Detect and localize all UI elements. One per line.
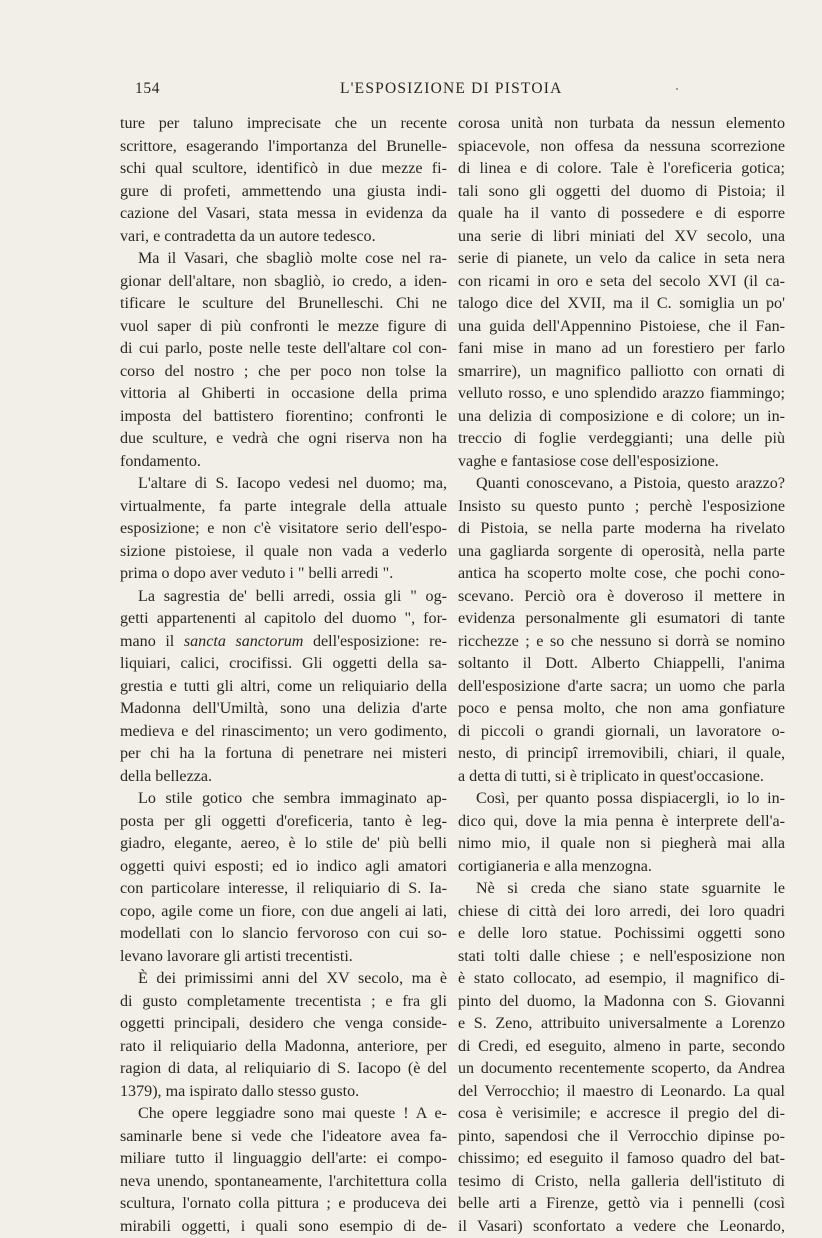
text-line: con particolare interesse, il reliquiario di S. Ia-: [120, 878, 447, 901]
text-line: a detta di tutti, si è triplicato in quest'occasione.: [458, 766, 785, 789]
page-header: [135, 80, 790, 102]
text-line: belle arti a Firenze, gettò via i pennelli (così: [458, 1193, 785, 1216]
text-line: di gusto completamente trecentista ; e fra gli: [120, 991, 447, 1014]
text-line: ricchezze ; e so che nessuno si dorrà se nomino: [458, 631, 785, 654]
text-line: modellati con lo slancio fervoroso con cui so-: [120, 923, 447, 946]
text-line: è stato collocato, ad esempio, il magnifico di-: [458, 968, 785, 991]
text-line: cazione del Vasari, stata messa in evidenza da: [120, 203, 447, 226]
text-line: una gagliarda sorgente di operosità, nella parte: [458, 541, 785, 564]
text-line: di Credi, ed eseguito, almeno in parte, secondo: [458, 1036, 785, 1059]
text-line: dico qui, dove la mia penna è interprete dell'a-: [458, 811, 785, 834]
text-line: e delle loro statue. Pochissimi oggetti sono: [458, 923, 785, 946]
text-line: una delizia di composizione e di colore; un in-: [458, 406, 785, 429]
text-line: talogo dice del XVII, ma il C. somiglia un po': [458, 293, 785, 316]
text-line: copo, agile come un fiore, con due angeli ai lati,: [120, 901, 447, 924]
text-line: di cui parlo, poste nelle teste dell'altare col con-: [120, 338, 447, 361]
text-line: pinto del duomo, la Madonna con S. Giovanni: [458, 991, 785, 1014]
italic-phrase: sancta sanctorum: [184, 633, 304, 650]
text-line: del Verrocchio; il maestro di Leonardo. La qual: [458, 1081, 785, 1104]
text-line: scultura, l'ornato colla pittura ; e produceva dei: [120, 1193, 447, 1216]
text-line: neva unendo, spontaneamente, l'architettura colla: [120, 1171, 447, 1194]
text-line: per chi ha la fortuna di penetrare nei misteri: [120, 743, 447, 766]
text-line: con ricami in oro e seta del secolo XVI (il ca-: [458, 271, 785, 294]
text-line: corosa unità non turbata da nessun elemento: [458, 113, 785, 136]
text-line: vuol saper di più confronti le mezze figure di: [120, 316, 447, 339]
text-line: fondamento.: [120, 451, 447, 474]
text-line: tesimo di Cristo, nella galleria dell'istituto di: [458, 1171, 785, 1194]
print-speck: [676, 88, 678, 90]
text-line: La sagrestia de' belli arredi, ossia gli " og-: [120, 586, 447, 609]
text-line: L'altare di S. Iacopo vedesi nel duomo; ma,: [120, 473, 447, 496]
text-line: una serie di libri miniati del XV secolo, una: [458, 226, 785, 249]
text-line: treccio di foglie verdeggianti; una delle più: [458, 428, 785, 451]
running-title: L'ESPOSIZIONE DI PISTOIA: [340, 80, 562, 98]
text-line: fani mise in mano ad un forestiero per farlo: [458, 338, 785, 361]
text-line: tali sono gli oggetti del duomo di Pistoia; il: [458, 181, 785, 204]
text-line: vaghe e fantasiose cose dell'esposizione.: [458, 451, 785, 474]
text-line: medieva e del rinascimento; un vero godimento,: [120, 721, 447, 744]
text-line: di Pistoia, se nella parte moderna ha rivelato: [458, 518, 785, 541]
text-line: posta per gli oggetti d'oreficeria, tanto è leg-: [120, 811, 447, 834]
text-line: gionar dell'altare, non sbagliò, io credo, a iden-: [120, 271, 447, 294]
text-line: tificare le sculture del Brunelleschi. Chi ne: [120, 293, 447, 316]
text-line: virtualmente, fa parte integrale della attuale: [120, 496, 447, 519]
text-line: rato il reliquiario della Madonna, anteriore, per: [120, 1036, 447, 1059]
text-line: dell'esposizione d'arte sacra; un uomo che parla: [458, 676, 785, 699]
text-line: Lo stile gotico che sembra immaginato ap-: [120, 788, 447, 811]
text-line: levano lavorare gli artisti trecentisti.: [120, 946, 447, 969]
text-line: saminarle bene si vede che l'ideatore avea fa-: [120, 1126, 447, 1149]
text-line: Che opere leggiadre sono mai queste ! A e-: [120, 1103, 447, 1126]
text-line: soltanto il Dott. Alberto Chiappelli, l'anima: [458, 653, 785, 676]
text-line: serie di pianete, un velo da calice in seta nera: [458, 248, 785, 271]
text-line: velluto rosso, e uno splendido arazzo fiammingo;: [458, 383, 785, 406]
text-line: scevano. Perciò ora è doveroso il mettere in: [458, 586, 785, 609]
text-line: vittoria al Ghiberti in occasione della prima: [120, 383, 447, 406]
text-line: Così, per quanto possa dispiacergli, io lo in-: [458, 788, 785, 811]
text-line: mano il sancta sanctorum dell'esposizione: re-: [120, 631, 447, 654]
text-line: antica ha scoperto molte cose, che pochi cono-: [458, 563, 785, 586]
text-line: getti appartenenti al capitolo del duomo ", for-: [120, 608, 447, 631]
text-column-right: [458, 113, 785, 1238]
text-line: quale ha il vanto di possedere e di esporre: [458, 203, 785, 226]
text-line: Quanti conoscevano, a Pistoia, questo arazzo?: [458, 473, 785, 496]
text-line: poco e pensa molto, che non ama gonfiature: [458, 698, 785, 721]
text-line: schi qual scultore, identificò in due mezze fi-: [120, 158, 447, 181]
text-line: oggetti quivi esposti; ed io indico agli amatori: [120, 856, 447, 879]
text-line: un documento recentemente scoperto, da Andrea: [458, 1058, 785, 1081]
text-line: evidenza personalmente gli esumatori di tante: [458, 608, 785, 631]
text-line: giadro, elegante, aereo, è lo stile de' più belli: [120, 833, 447, 856]
text-line: scrittore, esagerando l'importanza del Brunelle-: [120, 136, 447, 159]
text-column-left: [120, 113, 447, 1238]
text-line: mirabili oggetti, i quali sono esempio di de-: [120, 1216, 447, 1238]
text-line: il Vasari) sconfortato a vedere che Leonardo,: [458, 1216, 785, 1238]
text-line: di piccoli o grandi giornali, un lavoratore o-: [458, 721, 785, 744]
text-line: spiacevole, non offesa da nessuna scorrezione: [458, 136, 785, 159]
text-line: della bellezza.: [120, 766, 447, 789]
text-line: esposizione; e non c'è visitatore serio dell'espo-: [120, 518, 447, 541]
text-line: chissimo; ed eseguito il famoso quadro del bat-: [458, 1148, 785, 1171]
text-line: due sculture, e vedrà che ogni riserva non ha: [120, 428, 447, 451]
text-line: Insisto su questo punto ; perchè l'esposizione: [458, 496, 785, 519]
text-line: smarrire), un magnifico palliotto con ornati di: [458, 361, 785, 384]
text-line: cosa è verisimile; e accresce il pregio del di-: [458, 1103, 785, 1126]
text-line: cortigianeria e alla menzogna.: [458, 856, 785, 879]
text-line: È dei primissimi anni del XV secolo, ma è: [120, 968, 447, 991]
text-line: nimo mio, il quale non si piegherà mai alla: [458, 833, 785, 856]
text-line: Madonna dell'Umiltà, sono una delizia d'arte: [120, 698, 447, 721]
text-line: oggetti principali, desidero che venga conside-: [120, 1013, 447, 1036]
text-line: liquiari, calici, crocifissi. Gli oggetti della sa-: [120, 653, 447, 676]
text-line: grestia e tutti gli altri, come un reliquiario della: [120, 676, 447, 699]
text-line: pinto, sapendosi che il Verrocchio dipinse po-: [458, 1126, 785, 1149]
text-line: ragion di data, al reliquiario di S. Iacopo (è del: [120, 1058, 447, 1081]
text-line: corso del nostro ; che per poco non tolse la: [120, 361, 447, 384]
text-line: sizione pistoiese, il quale non vada a vederlo: [120, 541, 447, 564]
text-line: vari, e contradetta da un autore tedesco.: [120, 226, 447, 249]
text-line: prima o dopo aver veduto i " belli arredi ".: [120, 563, 447, 586]
text-line: Nè si creda che siano state sguarnite le: [458, 878, 785, 901]
text-line: di linea e di colore. Tale è l'oreficeria gotica;: [458, 158, 785, 181]
text-line: ture per taluno imprecisate che un recente: [120, 113, 447, 136]
text-line: miliare tutto il linguaggio dell'arte: ei compo-: [120, 1148, 447, 1171]
text-line: 1379), ma ispirato dallo stesso gusto.: [120, 1081, 447, 1104]
text-line: stati tolti dalle chiese ; e nell'esposizione non: [458, 946, 785, 969]
text-line: nesto, di principî irremovibili, chiari, il quale,: [458, 743, 785, 766]
text-line: una guida dell'Appennino Pistoiese, che il Fan-: [458, 316, 785, 339]
text-line: chiese di città dei loro arredi, dei loro quadri: [458, 901, 785, 924]
text-line: imposta del battistero fiorentino; confronti le: [120, 406, 447, 429]
text-line: Ma il Vasari, che sbagliò molte cose nel ra-: [120, 248, 447, 271]
page-number: 154: [135, 80, 160, 98]
text-line: e S. Zeno, attribuito universalmente a Lorenzo: [458, 1013, 785, 1036]
text-line: gure di profeti, ammettendo una giusta indi-: [120, 181, 447, 204]
